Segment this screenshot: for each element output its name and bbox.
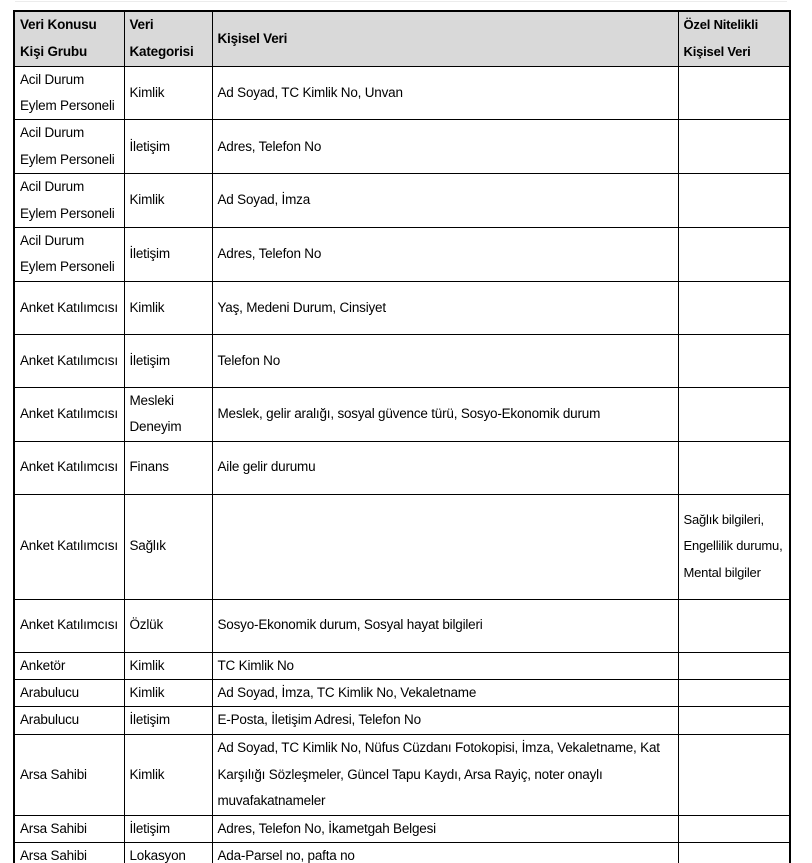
personal-data-cell: Sosyo-Ekonomik durum, Sosyal hayat bilgileri [212,599,678,652]
table-row [14,66,790,120]
category-cell: Kimlik [124,734,212,815]
table-row [14,652,790,679]
group-cell: Anket Katılımcısı [14,334,124,387]
special-data-cell [678,599,790,652]
group-cell: Arsa Sahibi [14,734,124,815]
special-data-cell [678,843,790,863]
personal-data-cell: Adres, Telefon No, İkametgah Belgesi [212,815,678,842]
category-cell: Kimlik [124,679,212,706]
group-cell: Anket Katılımcısı [14,387,124,441]
personal-data-cell: Ad Soyad, TC Kimlik No, Nüfus Cüzdanı Fotokopisi, İmza, Vekaletname, Kat Karşılığı Sözleşmeler, Güncel Tapu Kaydı, Arsa Rayiç, noter onaylı muvafakatnameler [212,734,678,815]
personal-data-cell: Telefon No [212,334,678,387]
table-row [14,120,790,174]
table-row [14,441,790,494]
personal-data-cell: TC Kimlik No [212,652,678,679]
personal-data-cell: Meslek, gelir aralığı, sosyal güvence türü, Sosyo-Ekonomik durum [212,387,678,441]
category-cell: Lokasyon [124,843,212,863]
special-data-cell [678,334,790,387]
page-top-artifact-line [15,1,787,2]
group-cell: Anket Katılımcısı [14,441,124,494]
personal-data-cell: Aile gelir durumu [212,441,678,494]
group-cell: Acil Durum Eylem Personeli [14,227,124,281]
header-cell-kisi-grubu: Veri Konusu Kişi Grubu [14,11,124,66]
category-cell: Özlük [124,599,212,652]
group-cell: Anket Katılımcısı [14,599,124,652]
table-row [14,387,790,441]
group-cell: Arsa Sahibi [14,815,124,842]
category-cell: İletişim [124,120,212,174]
category-cell: Kimlik [124,652,212,679]
special-data-cell [678,387,790,441]
special-data-cell [678,734,790,815]
header-cell-ozel-nitelikli: Özel Nitelikli Kişisel Veri [678,11,790,66]
category-cell: İletişim [124,334,212,387]
table-row [14,494,790,599]
special-data-cell [678,120,790,174]
special-data-cell [678,815,790,842]
table-row [14,599,790,652]
category-cell: İletişim [124,815,212,842]
personal-data-cell: Yaş, Medeni Durum, Cinsiyet [212,281,678,334]
header-cell-kisisel-veri: Kişisel Veri [212,11,678,66]
category-cell: Kimlik [124,66,212,120]
personal-data-cell: Ad Soyad, İmza, TC Kimlik No, Vekaletname [212,679,678,706]
table-row [14,679,790,706]
table-row [14,281,790,334]
table-row [14,707,790,734]
table-row [14,174,790,228]
table-row [14,227,790,281]
special-data-cell [678,707,790,734]
table-row [14,334,790,387]
header-cell-veri-kategorisi: Veri Kategorisi [124,11,212,66]
header-row [14,11,790,66]
special-data-cell: Sağlık bilgileri, Engellilik durumu, Mental bilgiler [678,494,790,599]
special-data-cell [678,227,790,281]
table-row [14,815,790,842]
personal-data-inventory-table [13,10,791,863]
group-cell: Anket Katılımcısı [14,494,124,599]
personal-data-cell: E-Posta, İletişim Adresi, Telefon No [212,707,678,734]
special-data-cell [678,66,790,120]
category-cell: Sağlık [124,494,212,599]
category-cell: Finans [124,441,212,494]
group-cell: Acil Durum Eylem Personeli [14,174,124,228]
table-row [14,843,790,863]
personal-data-cell: Adres, Telefon No [212,120,678,174]
category-cell: Kimlik [124,174,212,228]
category-cell: Kimlik [124,281,212,334]
group-cell: Acil Durum Eylem Personeli [14,120,124,174]
group-cell: Arabulucu [14,707,124,734]
group-cell: Acil Durum Eylem Personeli [14,66,124,120]
group-cell: Arabulucu [14,679,124,706]
category-cell: İletişim [124,707,212,734]
personal-data-cell: Ada-Parsel no, pafta no [212,843,678,863]
special-data-cell [678,652,790,679]
group-cell: Anketör [14,652,124,679]
category-cell: İletişim [124,227,212,281]
group-cell: Anket Katılımcısı [14,281,124,334]
group-cell: Arsa Sahibi [14,843,124,863]
personal-data-cell [212,494,678,599]
personal-data-cell: Adres, Telefon No [212,227,678,281]
special-data-cell [678,441,790,494]
category-cell: Mesleki Deneyim [124,387,212,441]
special-data-cell [678,679,790,706]
table-row [14,734,790,815]
special-data-cell [678,174,790,228]
personal-data-cell: Ad Soyad, İmza [212,174,678,228]
special-data-cell [678,281,790,334]
personal-data-cell: Ad Soyad, TC Kimlik No, Unvan [212,66,678,120]
